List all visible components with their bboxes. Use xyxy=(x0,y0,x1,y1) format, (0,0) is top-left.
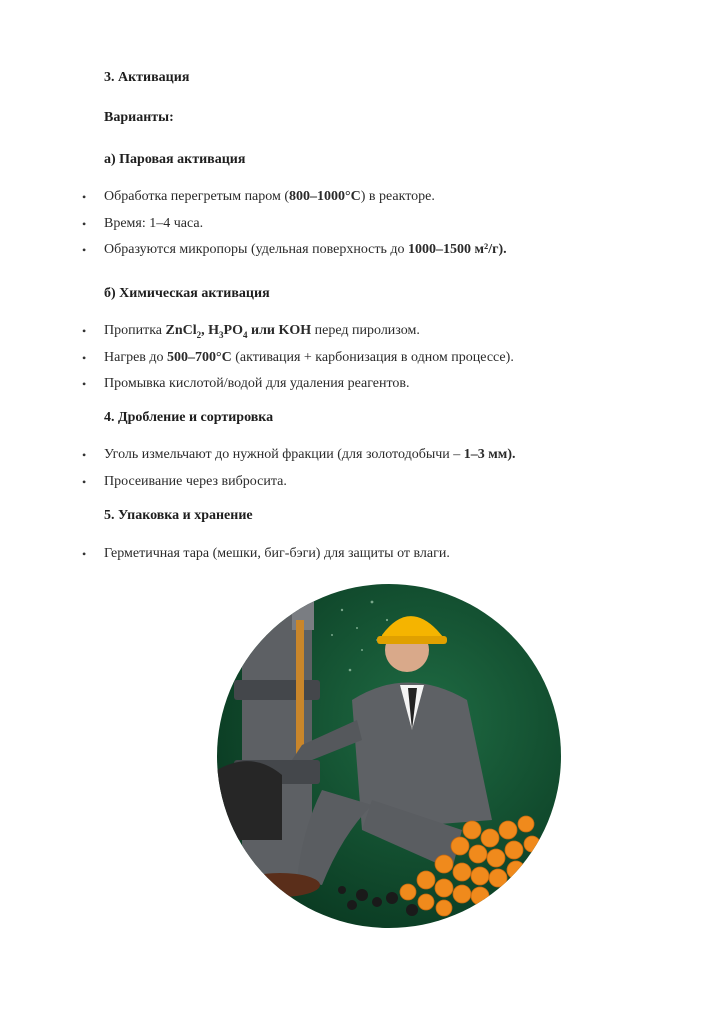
list-item: • Просеивание через вибросита. xyxy=(0,473,680,491)
chemical-activation-list xyxy=(0,322,680,402)
list-item: • Пропитка ZnCl$_2$, $H_3PO_4$ или KOH перед пиролизом. xyxy=(0,322,680,340)
steam-activation-heading: а) Паровая активация xyxy=(104,152,246,167)
section-3-heading: 3. Активация xyxy=(104,70,190,85)
steam-activation-list xyxy=(0,188,680,268)
list-item: • Промывка кислотой/водой для удаления реагентов. xyxy=(0,375,680,393)
section-4-heading: 4. Дробление и сортировка xyxy=(104,410,274,425)
list-item: • Образуются микропоры (удельная поверхность до 1000–1500 м²/г). xyxy=(0,241,680,259)
list-item: • Обработка перегретым паром (800–1000°C) в реакторе. xyxy=(0,188,680,206)
list-item: • Уголь измельчают до нужной фракции (для золотодобычи – 1–3 мм). xyxy=(0,446,680,464)
variants-label: Варианты: xyxy=(104,110,174,125)
chemical-activation-heading: б) Химическая активация xyxy=(104,286,270,301)
crushing-list xyxy=(0,446,680,499)
list-item: • Нагрев до 500–700°C (активация + карбонизация в одном процессе). xyxy=(0,349,680,367)
section-5-heading: 5. Упаковка и хранение xyxy=(104,508,253,523)
packaging-list xyxy=(0,545,680,572)
worker-with-apricots-illustration xyxy=(212,580,566,932)
list-item: • Герметичная тара (мешки, биг-бэги) для защиты от влаги. xyxy=(0,545,680,563)
list-item: • Время: 1–4 часа. xyxy=(0,215,680,233)
